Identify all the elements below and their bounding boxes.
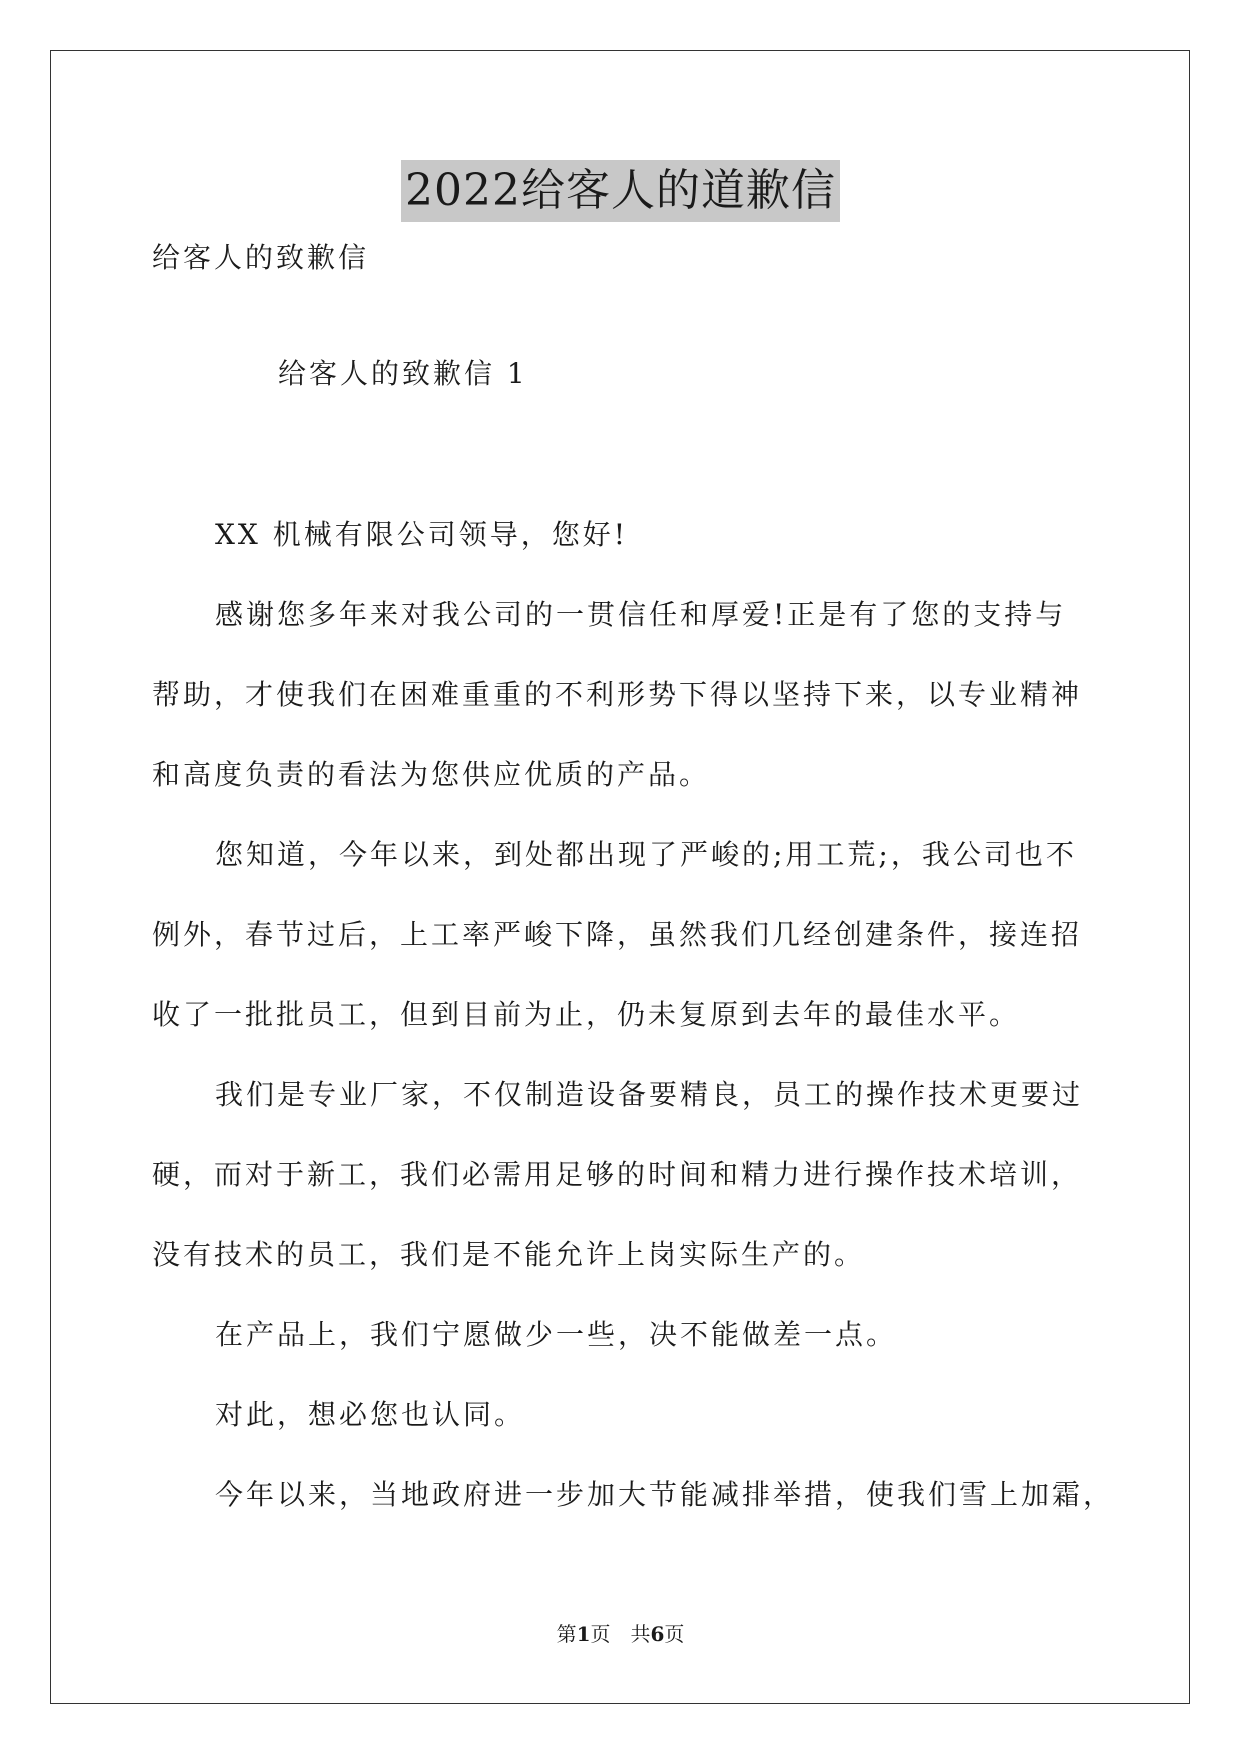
footer-page-prefix: 第 xyxy=(556,1622,577,1646)
document-subtitle: 给客人的致歉信 xyxy=(152,241,370,274)
document-title: 2022给客人的道歉信 xyxy=(401,160,840,222)
page-border xyxy=(50,50,1190,1704)
title-container xyxy=(0,160,1241,222)
paragraph-line: 例外，春节过后，上工率严峻下降，虽然我们几经创建条件，接连招 xyxy=(152,918,1083,951)
section-heading: 给客人的致歉信 1 xyxy=(278,357,528,390)
footer-page-total: 6 xyxy=(650,1622,665,1646)
paragraph-line: 今年以来，当地政府进一步加大节能减排举措，使我们雪上加霜， xyxy=(215,1478,1115,1511)
page-footer xyxy=(0,1620,1241,1648)
paragraph-line: 帮助，才使我们在困难重重的不利形势下得以坚持下来，以专业精神 xyxy=(152,678,1083,711)
footer-page-current: 1 xyxy=(576,1622,591,1646)
footer-page-mid: 页 共 xyxy=(590,1622,651,1646)
paragraph-line: 我们是专业厂家，不仅制造设备要精良，员工的操作技术更要过 xyxy=(215,1078,1084,1111)
paragraph-line: 感谢您多年来对我公司的一贯信任和厚爱!正是有了您的支持与 xyxy=(215,598,1067,631)
paragraph-line: 在产品上，我们宁愿做少一些，决不能做差一点。 xyxy=(215,1318,898,1351)
paragraph-line: 对此，想必您也认同。 xyxy=(215,1398,526,1431)
paragraph-line: 您知道，今年以来，到处都出现了严峻的;用工荒;，我公司也不 xyxy=(215,838,1077,871)
greeting-line: XX 机械有限公司领导，您好! xyxy=(215,518,629,551)
paragraph-line: 硬，而对于新工，我们必需用足够的时间和精力进行操作技术培训， xyxy=(152,1158,1083,1191)
paragraph-line: 没有技术的员工，我们是不能允许上岗实际生产的。 xyxy=(152,1238,866,1271)
paragraph-line: 收了一批批员工，但到目前为止，仍未复原到去年的最佳水平。 xyxy=(152,998,1021,1031)
footer-page-suffix: 页 xyxy=(664,1622,685,1646)
paragraph-line: 和高度负责的看法为您供应优质的产品。 xyxy=(152,758,711,791)
